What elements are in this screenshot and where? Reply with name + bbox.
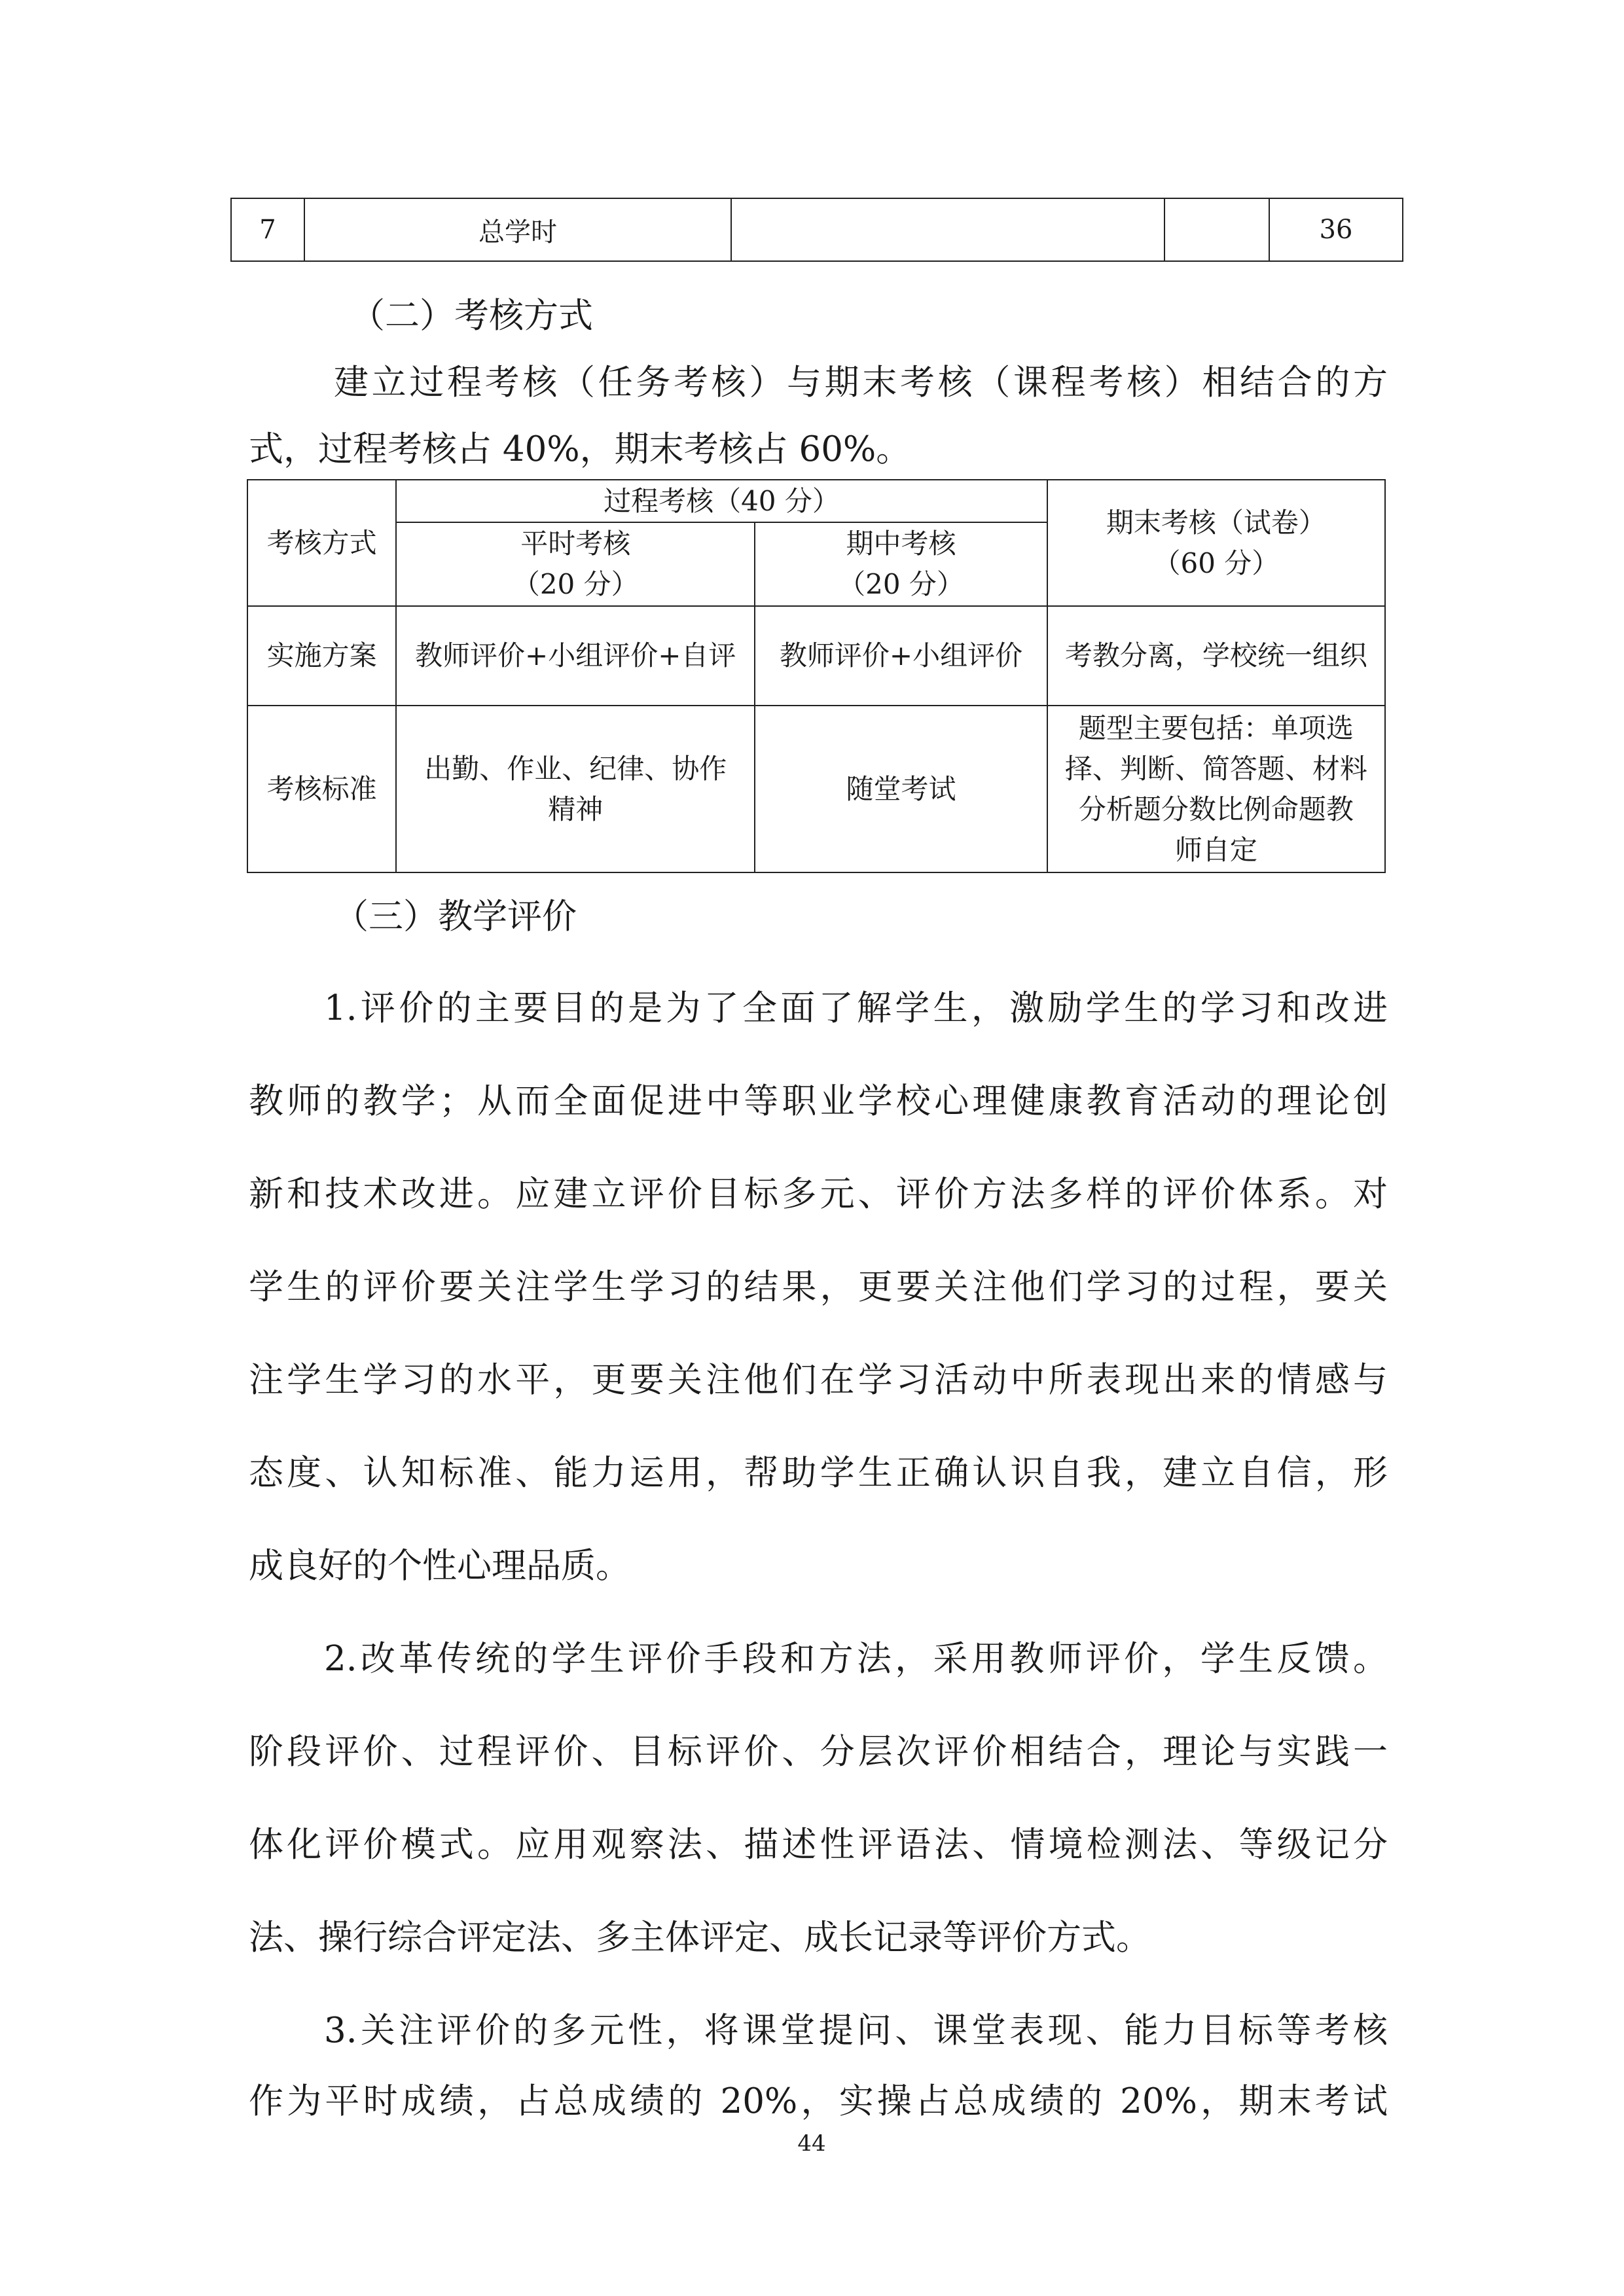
standard-midterm-cell: 随堂考试: [755, 706, 1047, 872]
page-number: 44: [797, 2130, 826, 2157]
section-heading-assessment: （二）考核方式: [350, 296, 593, 336]
cell-line: 师自定: [1174, 833, 1257, 866]
standard-final-cell: [1047, 706, 1385, 872]
standard-regular-cell: [396, 706, 755, 872]
cell-line: 出勤、作业、纪律、协作: [424, 752, 727, 785]
cell-line: 题型主要包括：单项选: [1078, 711, 1354, 744]
cell-line: 分析题分数比例命题教: [1078, 793, 1354, 825]
hours-summary-table: [230, 198, 1403, 262]
paragraph-line: 式，过程考核占 40%，期末考核占 60%。: [249, 429, 911, 469]
header-method-cell: 考核方式: [247, 480, 396, 606]
paragraph-line: 阶段评价、过程评价、目标评价、分层次评价相结合，理论与实践一: [249, 1732, 1388, 1772]
table-row: [247, 480, 1385, 522]
cell-line: 期末考核（试卷）: [1106, 506, 1326, 539]
paragraph-line: 成良好的个性心理品质。: [249, 1546, 630, 1586]
paragraph-line: 3.关注评价的多元性，将课堂提问、课堂表现、能力目标等考核: [324, 2011, 1388, 2051]
cell-line: 择、判断、简答题、材料: [1064, 752, 1367, 785]
header-final-cell: [1047, 480, 1385, 606]
empty-cell: [731, 198, 1164, 261]
section-heading-evaluation: （三）教学评价: [334, 897, 577, 937]
item-cell: 总学时: [304, 198, 731, 261]
standard-label-cell: 考核标准: [247, 706, 396, 872]
cell-line: （20 分）: [838, 568, 964, 600]
header-regular-cell: [396, 522, 755, 606]
paragraph-line: 作为平时成绩，占总成绩的 20%，实操占总成绩的 20%，期末考试: [249, 2081, 1388, 2121]
paragraph-line: 2.改革传统的学生评价手段和方法，采用教师评价，学生反馈。: [324, 1639, 1388, 1679]
assessment-table: [247, 479, 1386, 873]
paragraph-line: 建立过程考核（任务考核）与期末考核（课程考核）相结合的方: [334, 363, 1388, 403]
row-number-cell: 7: [231, 198, 304, 261]
paragraph-line: 态度、认知标准、能力运用，帮助学生正确认识自我，建立自信，形: [249, 1453, 1388, 1493]
paragraph-line: 学生的评价要关注学生学习的结果，更要关注他们学习的过程，要关: [249, 1267, 1388, 1307]
paragraph-line: 法、操行综合评定法、多主体评定、成长记录等评价方式。: [249, 1918, 1151, 1958]
paragraph-line: 新和技术改进。应建立评价目标多元、评价方法多样的评价体系。对: [249, 1174, 1388, 1214]
cell-line: 平时考核: [520, 528, 631, 560]
table-row: [231, 198, 1403, 261]
paragraph-line: 体化评价模式。应用观察法、描述性评语法、情境检测法、等级记分: [249, 1825, 1388, 1865]
cell-line: （20 分）: [512, 568, 639, 600]
empty-cell: [1164, 198, 1269, 261]
cell-line: 期中考核: [846, 528, 956, 560]
header-process-cell: 过程考核（40 分）: [396, 480, 1047, 522]
paragraph-line: 教师的教学；从而全面促进中等职业学校心理健康教育活动的理论创: [249, 1081, 1388, 1121]
plan-regular-cell: 教师评价+小组评价+自评: [396, 606, 755, 706]
total-hours-cell: 36: [1269, 198, 1403, 261]
plan-final-cell: 考教分离，学校统一组织: [1047, 606, 1385, 706]
cell-line: （60 分）: [1153, 547, 1280, 579]
table-row: [247, 706, 1385, 872]
plan-midterm-cell: 教师评价+小组评价: [755, 606, 1047, 706]
header-midterm-cell: [755, 522, 1047, 606]
table-row: [247, 606, 1385, 706]
plan-label-cell: 实施方案: [247, 606, 396, 706]
cell-line: 精神: [548, 793, 604, 825]
paragraph-line: 注学生学习的水平，更要关注他们在学习活动中所表现出来的情感与: [249, 1360, 1388, 1400]
paragraph-line: 1.评价的主要目的是为了全面了解学生，激励学生的学习和改进: [324, 988, 1388, 1028]
